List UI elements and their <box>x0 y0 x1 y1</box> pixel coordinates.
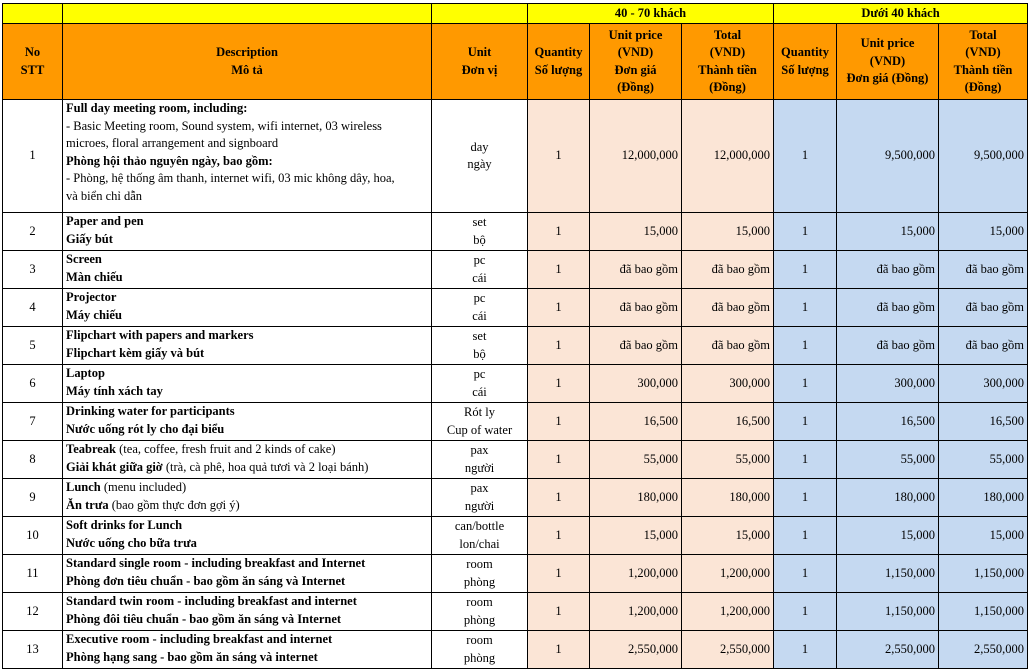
unit-price-cell-b: 15,000 <box>837 213 939 251</box>
description-line: Executive room - including breakfast and internet <box>66 632 333 646</box>
quantity-cell-a: 1 <box>528 441 590 479</box>
total-cell-a: 1,200,000 <box>682 593 774 631</box>
description-line: Phòng hội thảo nguyên ngày, bao gồm: <box>66 153 273 168</box>
header-unit: Unit Đơn vị <box>432 24 528 100</box>
column-header-row <box>3 24 1028 100</box>
row-number: 10 <box>3 517 63 555</box>
unit-line: room <box>466 633 493 647</box>
row-unit <box>432 593 528 631</box>
unit-price-cell-a: 300,000 <box>590 365 682 403</box>
row-unit <box>432 555 528 593</box>
total-cell-b: 1,150,000 <box>939 555 1028 593</box>
quantity-cell-b: 1 <box>774 517 837 555</box>
row-description <box>63 441 432 479</box>
description-line: microes, floral arrangement and signboard <box>66 136 279 150</box>
unit-price-cell-b: 2,550,000 <box>837 631 939 669</box>
total-cell-b: 180,000 <box>939 479 1028 517</box>
header-total-a: Total (VND) Thành tiền (Đồng) <box>682 24 774 100</box>
unit-line: pax <box>470 481 489 495</box>
quantity-cell-a: 1 <box>528 403 590 441</box>
unit-price-cell-a: 180,000 <box>590 479 682 517</box>
table-row <box>3 631 1028 669</box>
row-description <box>63 213 432 251</box>
row-number: 8 <box>3 441 63 479</box>
quantity-cell-a: 1 <box>528 251 590 289</box>
description-line: Paper and pen <box>66 214 144 228</box>
row-number: 13 <box>3 631 63 669</box>
total-cell-a: 180,000 <box>682 479 774 517</box>
unit-price-cell-a: 1,200,000 <box>590 593 682 631</box>
quantity-cell-b: 1 <box>774 251 837 289</box>
unit-line: cái <box>472 384 487 399</box>
total-cell-b: đã bao gồm <box>939 327 1028 365</box>
total-cell-b: 15,000 <box>939 213 1028 251</box>
quantity-cell-b: 1 <box>774 365 837 403</box>
quantity-cell-a: 1 <box>528 517 590 555</box>
row-description <box>63 555 432 593</box>
description-line: Screen <box>66 252 102 266</box>
description-line: và biển chỉ dẫn <box>66 188 143 203</box>
description-line: Máy tính xách tay <box>66 383 163 398</box>
row-unit <box>432 517 528 555</box>
unit-line: phòng <box>463 574 496 589</box>
row-description <box>63 100 432 213</box>
unit-line: cái <box>472 270 487 285</box>
header-unit-price-b: Unit price (VND) Đơn giá (Đồng) <box>837 24 939 100</box>
row-number: 3 <box>3 251 63 289</box>
total-cell-b: đã bao gồm <box>939 289 1028 327</box>
quantity-cell-a: 1 <box>528 631 590 669</box>
row-unit <box>432 213 528 251</box>
description-line: Máy chiếu <box>66 307 122 322</box>
total-cell-b: 9,500,000 <box>939 100 1028 213</box>
row-number: 5 <box>3 327 63 365</box>
row-unit <box>432 100 528 213</box>
total-cell-a: 15,000 <box>682 517 774 555</box>
description-line: Standard twin room - including breakfast and internet <box>66 594 357 608</box>
unit-line: lon/chai <box>459 536 500 551</box>
description-line <box>66 497 428 515</box>
table-row <box>3 213 1028 251</box>
unit-line: set <box>472 329 487 343</box>
description-text: (menu included) <box>100 480 187 494</box>
quantity-cell-a: 1 <box>528 593 590 631</box>
description-line: Projector <box>66 290 117 304</box>
unit-line: pax <box>470 443 489 457</box>
group-header-spacer <box>3 4 63 24</box>
row-description <box>63 289 432 327</box>
unit-price-cell-a: 15,000 <box>590 213 682 251</box>
table-row <box>3 517 1028 555</box>
row-number: 11 <box>3 555 63 593</box>
description-line <box>66 479 428 497</box>
description-line: Drinking water for participants <box>66 404 235 418</box>
description-text: Giải khát giữa giờ <box>66 459 163 474</box>
unit-line: phòng <box>463 650 496 665</box>
total-cell-b: 15,000 <box>939 517 1028 555</box>
table-row <box>3 327 1028 365</box>
quantity-cell-a: 1 <box>528 289 590 327</box>
unit-price-cell-a: 15,000 <box>590 517 682 555</box>
unit-line: người <box>464 498 495 513</box>
row-description <box>63 593 432 631</box>
quantity-cell-b: 1 <box>774 441 837 479</box>
description-line: Soft drinks for Lunch <box>66 518 183 532</box>
row-unit <box>432 403 528 441</box>
description-line <box>66 459 428 477</box>
unit-line: day <box>470 139 489 154</box>
row-number: 1 <box>3 100 63 213</box>
row-description <box>63 365 432 403</box>
total-cell-b: đã bao gồm <box>939 251 1028 289</box>
unit-line: room <box>466 595 493 609</box>
unit-line: Rót ly <box>464 405 495 419</box>
description-line: Phòng đôi tiêu chuẩn - bao gồm ăn sáng và Internet <box>66 611 342 626</box>
unit-line: set <box>472 215 487 229</box>
total-cell-a: đã bao gồm <box>682 289 774 327</box>
row-unit <box>432 251 528 289</box>
quantity-cell-b: 1 <box>774 403 837 441</box>
unit-line: Cup of water <box>446 422 513 437</box>
unit-line: pc <box>473 253 486 267</box>
row-unit <box>432 441 528 479</box>
unit-price-cell-b: đã bao gồm <box>837 327 939 365</box>
total-cell-b: 55,000 <box>939 441 1028 479</box>
description-line: Flipchart kèm giấy và bút <box>66 345 205 360</box>
description-text: Teabreak <box>66 442 117 456</box>
row-description <box>63 327 432 365</box>
quantity-cell-b: 1 <box>774 100 837 213</box>
group-header-under-40: Dưới 40 khách <box>774 4 1028 24</box>
total-cell-b: 16,500 <box>939 403 1028 441</box>
quote-body <box>3 100 1028 669</box>
unit-line: bộ <box>473 232 486 247</box>
quantity-cell-a: 1 <box>528 555 590 593</box>
total-cell-a: 15,000 <box>682 213 774 251</box>
total-cell-a: 1,200,000 <box>682 555 774 593</box>
table-row <box>3 593 1028 631</box>
description-text: Ăn trưa <box>66 497 109 512</box>
table-row <box>3 403 1028 441</box>
unit-price-cell-a: 16,500 <box>590 403 682 441</box>
header-quantity-a: Quantity Số lượng <box>528 24 590 100</box>
description-text: (trà, cà phê, hoa quả tươi và 2 loại bánh) <box>162 459 369 474</box>
unit-line: room <box>466 557 493 571</box>
row-number: 12 <box>3 593 63 631</box>
row-description <box>63 251 432 289</box>
unit-price-cell-b: đã bao gồm <box>837 289 939 327</box>
header-description: Description Mô tả <box>63 24 432 100</box>
description-line: Full day meeting room, including: <box>66 101 248 115</box>
table-row <box>3 251 1028 289</box>
total-cell-a: 2,550,000 <box>682 631 774 669</box>
row-unit <box>432 289 528 327</box>
quantity-cell-a: 1 <box>528 365 590 403</box>
unit-price-cell-a: 1,200,000 <box>590 555 682 593</box>
row-description <box>63 479 432 517</box>
row-number: 9 <box>3 479 63 517</box>
row-description <box>63 403 432 441</box>
unit-line: phòng <box>463 612 496 627</box>
header-quantity-b: Quantity Số lượng <box>774 24 837 100</box>
quantity-cell-b: 1 <box>774 593 837 631</box>
row-number: 7 <box>3 403 63 441</box>
unit-price-cell-b: 15,000 <box>837 517 939 555</box>
description-line: Nước uống cho bữa trưa <box>66 535 197 550</box>
total-cell-b: 2,550,000 <box>939 631 1028 669</box>
description-text: (bao gồm thực đơn gợi ý) <box>108 497 240 512</box>
unit-price-cell-b: 16,500 <box>837 403 939 441</box>
description-line: Phòng hạng sang - bao gồm ăn sáng và internet <box>66 649 318 664</box>
header-total-b: Total (VND) Thành tiền (Đồng) <box>939 24 1028 100</box>
row-number: 4 <box>3 289 63 327</box>
description-line: - Basic Meeting room, Sound system, wifi internet, 03 wireless <box>66 118 382 133</box>
header-unit-price-a: Unit price (VND) Đơn giá (Đồng) <box>590 24 682 100</box>
description-line: Màn chiếu <box>66 269 123 284</box>
header-no: No STT <box>3 24 63 100</box>
table-row <box>3 100 1028 213</box>
unit-line: người <box>464 460 495 475</box>
unit-line: ngày <box>467 157 492 171</box>
total-cell-a: 16,500 <box>682 403 774 441</box>
row-description <box>63 631 432 669</box>
quantity-cell-b: 1 <box>774 327 837 365</box>
description-line: Flipchart with papers and markers <box>66 328 254 342</box>
table-row <box>3 479 1028 517</box>
quantity-cell-a: 1 <box>528 213 590 251</box>
unit-price-cell-a: đã bao gồm <box>590 327 682 365</box>
unit-price-cell-a: đã bao gồm <box>590 251 682 289</box>
table-row <box>3 441 1028 479</box>
unit-line: pc <box>473 291 486 305</box>
row-description <box>63 517 432 555</box>
description-text: Lunch <box>66 480 101 494</box>
description-line: Giấy bút <box>66 231 113 246</box>
description-line: Standard single room - including breakfast and Internet <box>66 556 366 570</box>
description-line: Laptop <box>66 366 105 380</box>
group-header-40-70: 40 - 70 khách <box>528 4 774 24</box>
unit-price-cell-b: 1,150,000 <box>837 555 939 593</box>
row-unit <box>432 631 528 669</box>
quantity-cell-b: 1 <box>774 631 837 669</box>
quantity-cell-b: 1 <box>774 213 837 251</box>
unit-price-cell-a: 2,550,000 <box>590 631 682 669</box>
total-cell-a: 12,000,000 <box>682 100 774 213</box>
unit-line: pc <box>473 367 486 381</box>
total-cell-a: đã bao gồm <box>682 251 774 289</box>
description-line: - Phòng, hệ thống âm thanh, internet wifi, 03 mic không dây, hoa, <box>66 171 395 185</box>
unit-line: bộ <box>473 346 486 361</box>
row-number: 6 <box>3 365 63 403</box>
unit-price-cell-b: 1,150,000 <box>837 593 939 631</box>
unit-line: cái <box>472 308 487 323</box>
unit-price-cell-a: 12,000,000 <box>590 100 682 213</box>
unit-price-cell-b: 180,000 <box>837 479 939 517</box>
description-line: Phòng đơn tiêu chuẩn - bao gồm ăn sáng và Internet <box>66 573 346 588</box>
quantity-cell-a: 1 <box>528 479 590 517</box>
unit-price-cell-b: 55,000 <box>837 441 939 479</box>
row-unit <box>432 365 528 403</box>
quantity-cell-b: 1 <box>774 555 837 593</box>
group-header-spacer <box>432 4 528 24</box>
group-header-row <box>3 4 1028 24</box>
total-cell-b: 1,150,000 <box>939 593 1028 631</box>
unit-price-cell-b: đã bao gồm <box>837 251 939 289</box>
group-header-spacer <box>63 4 432 24</box>
unit-price-cell-a: đã bao gồm <box>590 289 682 327</box>
description-line <box>66 441 428 459</box>
unit-line: can/bottle <box>454 519 505 533</box>
total-cell-a: 300,000 <box>682 365 774 403</box>
unit-price-cell-b: 9,500,000 <box>837 100 939 213</box>
row-number: 2 <box>3 213 63 251</box>
quantity-cell-b: 1 <box>774 289 837 327</box>
total-cell-a: 55,000 <box>682 441 774 479</box>
description-text: (tea, coffee, fresh fruit and 2 kinds of cake) <box>116 442 336 456</box>
price-quote-table <box>2 3 1028 669</box>
unit-price-cell-b: 300,000 <box>837 365 939 403</box>
row-unit <box>432 479 528 517</box>
description-line: Nước uống rót ly cho đại biểu <box>66 421 225 436</box>
table-row <box>3 555 1028 593</box>
table-row <box>3 289 1028 327</box>
quantity-cell-b: 1 <box>774 479 837 517</box>
total-cell-b: 300,000 <box>939 365 1028 403</box>
total-cell-a: đã bao gồm <box>682 327 774 365</box>
row-unit <box>432 327 528 365</box>
quantity-cell-a: 1 <box>528 100 590 213</box>
table-row <box>3 365 1028 403</box>
unit-price-cell-a: 55,000 <box>590 441 682 479</box>
quantity-cell-a: 1 <box>528 327 590 365</box>
